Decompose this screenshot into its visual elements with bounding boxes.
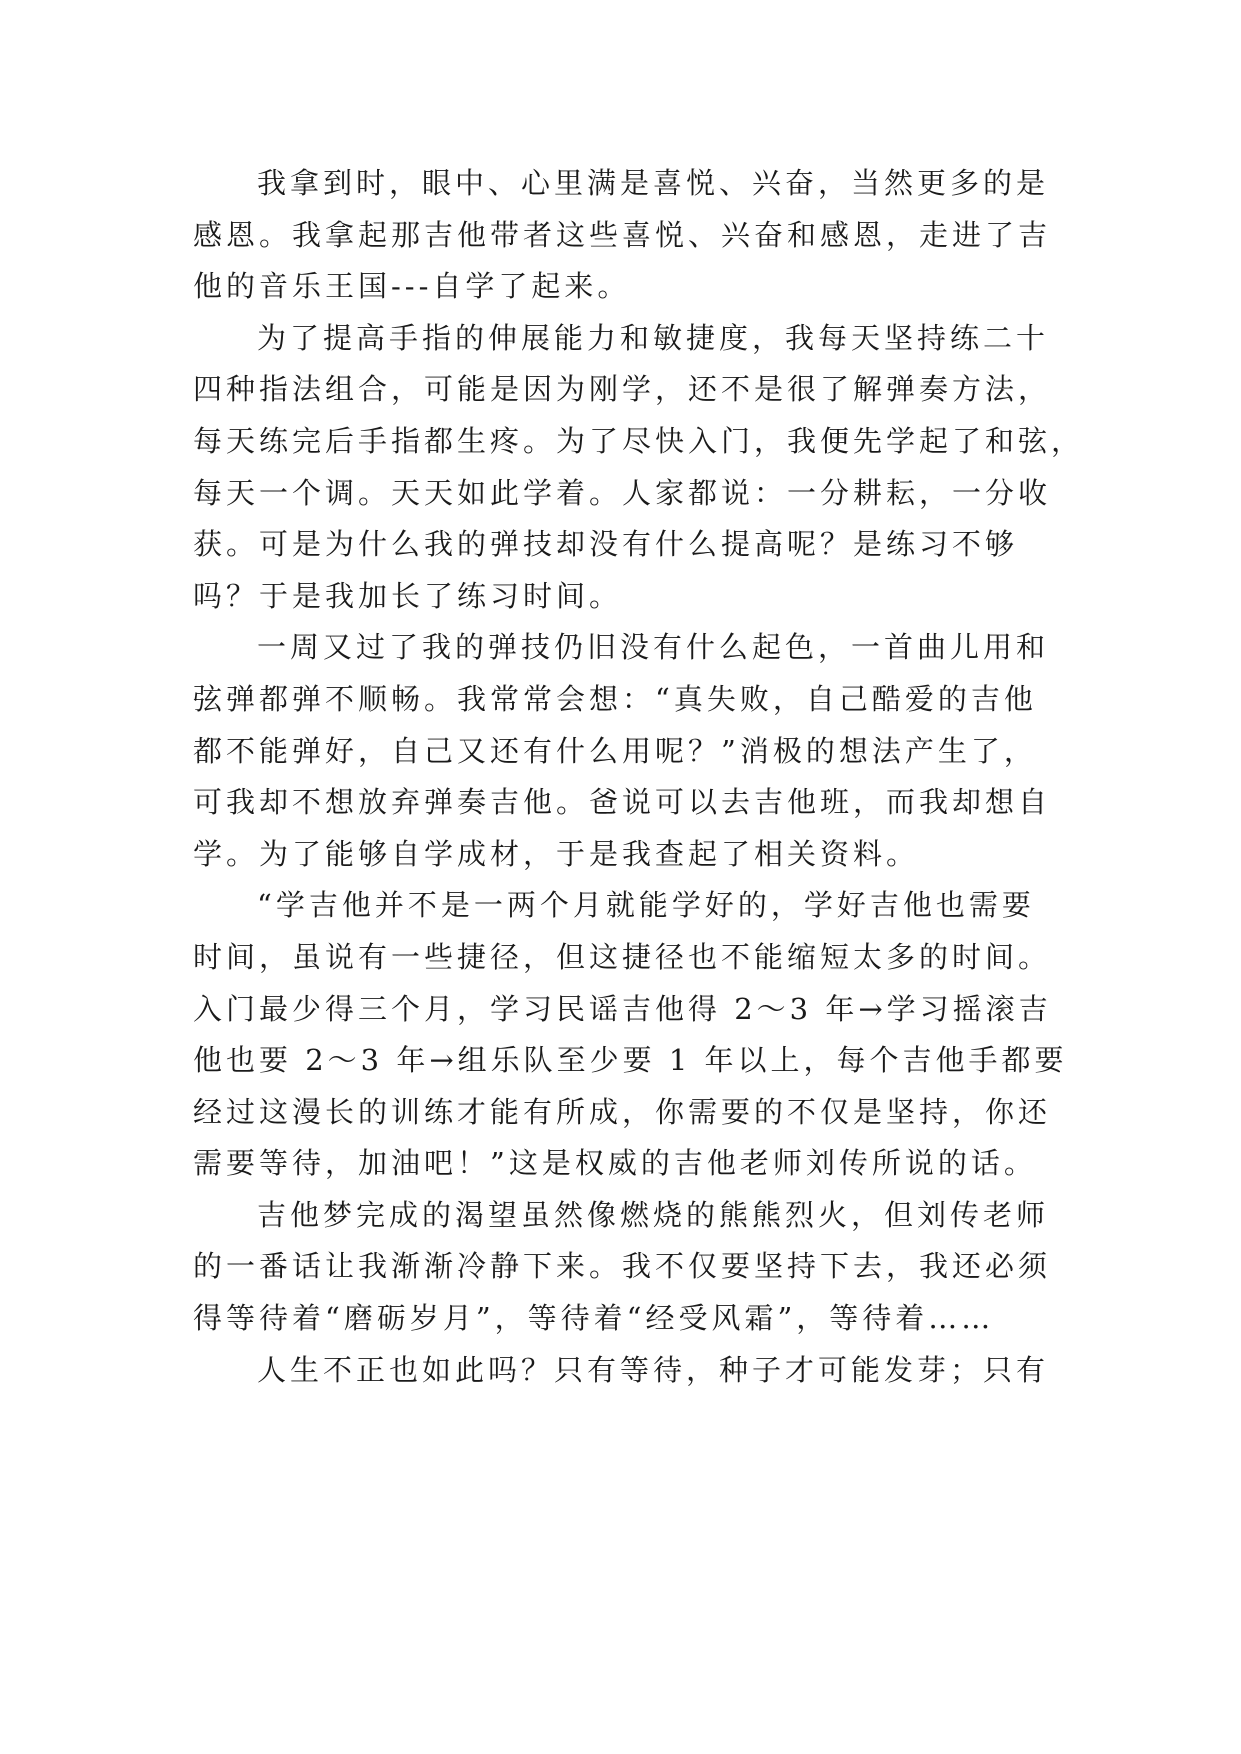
text-line: 四种指法组合，可能是因为刚学，还不是很了解弹奏方法， [193,372,1052,407]
text-line: 时间，虽说有一些捷径，但这捷径也不能缩短太多的时间。 [193,939,1052,974]
text-line: 吉他梦完成的渴望虽然像燃烧的熊熊烈火，但刘传老师 [257,1197,1050,1232]
text-line: 经过这漫长的训练才能有所成，你需要的不仅是坚持，你还 [193,1094,1052,1129]
text-line: 都不能弹好，自己又还有什么用呢？”消极的想法产生了， [193,733,1037,768]
text-line: 人生不正也如此吗？只有等待，种子才可能发芽；只有 [257,1352,1050,1387]
text-line: “学吉他并不是一两个月就能学好的，学好吉他也需要 [257,888,1035,923]
text-line: 入门最少得三个月，学习民谣吉他得 2～3 年→学习摇滚吉 [193,991,1052,1026]
text-line: 为了提高手指的伸展能力和敏捷度，我每天坚持练二十 [257,320,1050,355]
text-line: 弦弹都弹不顺畅。我常常会想：“真失败，自己酷爱的吉他 [193,681,1037,716]
text-line: 每天一个调。天天如此学着。人家都说：一分耕耘，一分收 [193,475,1052,510]
text-line: 得等待着“磨砺岁月”，等待着“经受风霜”，等待着…… [193,1301,995,1336]
text-line: 每天练完后手指都生疼。为了尽快入门，我便先学起了和弦， [193,423,1085,458]
text-line: 他也要 2～3 年→组乐队至少要 1 年以上，每个吉他手都要 [193,1043,1068,1078]
text-line: 的一番话让我渐渐冷静下来。我不仅要坚持下去，我还必须 [193,1249,1052,1284]
text-line: 获。可是为什么我的弹技却没有什么提高呢？是练习不够 [193,527,1019,562]
text-line: 他的音乐王国---自学了起来。 [193,269,631,304]
text-line: 一周又过了我的弹技仍旧没有什么起色，一首曲儿用和 [257,630,1050,665]
text-line: 我拿到时，眼中、心里满是喜悦、兴奋，当然更多的是 [257,166,1050,200]
body-text [193,158,1085,1396]
text-line: 吗？于是我加长了练习时间。 [193,578,623,613]
text-line: 可我却不想放弃弹奏吉他。爸说可以去吉他班，而我却想自 [193,785,1052,820]
text-line: 需要等待，加油吧！”这是权威的吉他老师刘传所说的话。 [193,1146,1037,1181]
text-line: 学。为了能够自学成材，于是我查起了相关资料。 [193,836,920,871]
text-line: 感恩。我拿起那吉他带者这些喜悦、兴奋和感恩，走进了吉 [193,217,1052,252]
